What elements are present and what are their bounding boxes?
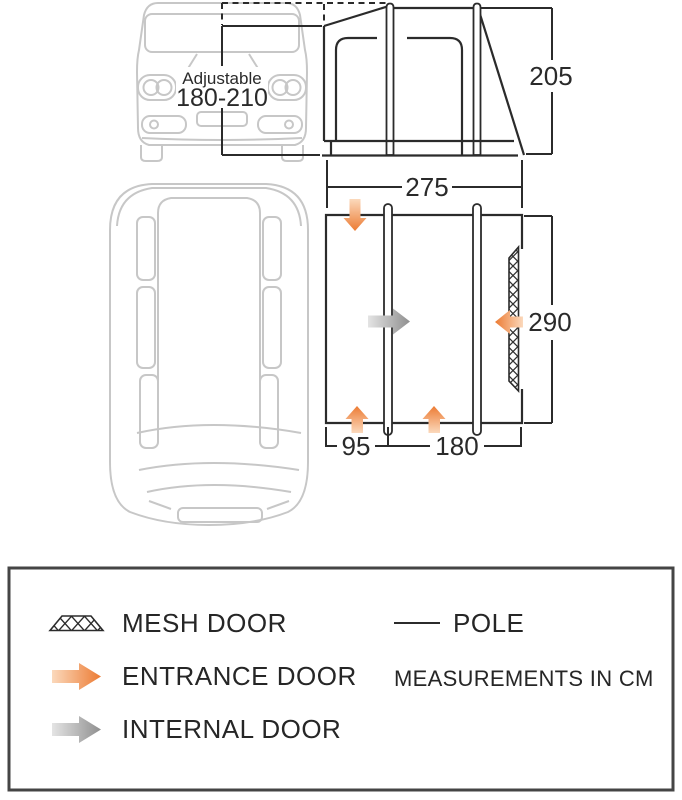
awning-window-1 xyxy=(336,38,377,141)
adjustable-label: Adjustable xyxy=(182,69,262,88)
van-roof-panel xyxy=(158,198,260,424)
floor-plan xyxy=(326,199,523,435)
measurements-note: MEASUREMENTS IN CM xyxy=(394,666,654,691)
pole-label: POLE xyxy=(453,608,525,638)
entrance-door-icon xyxy=(52,663,101,690)
van-hood-arc xyxy=(147,485,291,492)
mesh-door-icon xyxy=(50,616,103,631)
floor-plan-outline xyxy=(326,215,522,423)
awning-rear-slope xyxy=(479,11,524,155)
awning-side-view xyxy=(322,4,524,156)
mesh-door-label: MESH DOOR xyxy=(122,608,287,638)
van-wheel-right xyxy=(282,145,303,161)
mid-section-value: 180 xyxy=(435,431,479,461)
front-section-dimensions xyxy=(326,427,521,461)
entrance-door-arrow-bottom-left xyxy=(346,406,369,433)
internal-door-label: INTERNAL DOOR xyxy=(122,714,342,744)
awning-top-slope xyxy=(324,6,389,26)
entrance-door-label: ENTRANCE DOOR xyxy=(122,661,357,691)
entrance-door-arrow-bottom-mid xyxy=(423,406,446,433)
depth-dimension xyxy=(524,216,572,423)
van-windshield-bottom-arc xyxy=(139,463,299,470)
adjustable-range-value: 180-210 xyxy=(176,84,268,112)
height-value: 205 xyxy=(529,61,573,91)
internal-door-icon xyxy=(52,716,101,743)
height-dimension xyxy=(480,8,573,154)
floor-plan-pole-2 xyxy=(473,204,481,435)
side-view-pole-2 xyxy=(474,4,481,156)
van-bumper-left xyxy=(142,116,186,133)
left-section-value: 95 xyxy=(341,431,371,461)
depth-value: 290 xyxy=(528,307,572,337)
van-wheel-left xyxy=(141,145,162,161)
van-front-grille xyxy=(178,508,262,522)
width-value: 275 xyxy=(405,172,449,202)
van-bumper-right xyxy=(258,116,302,133)
side-view-pole-1 xyxy=(387,4,394,156)
legend xyxy=(9,568,673,790)
van-top-view xyxy=(110,184,308,525)
van-windshield-top-arc xyxy=(137,425,301,433)
awning-window-2 xyxy=(407,38,462,141)
van-roof-arc xyxy=(117,188,301,226)
